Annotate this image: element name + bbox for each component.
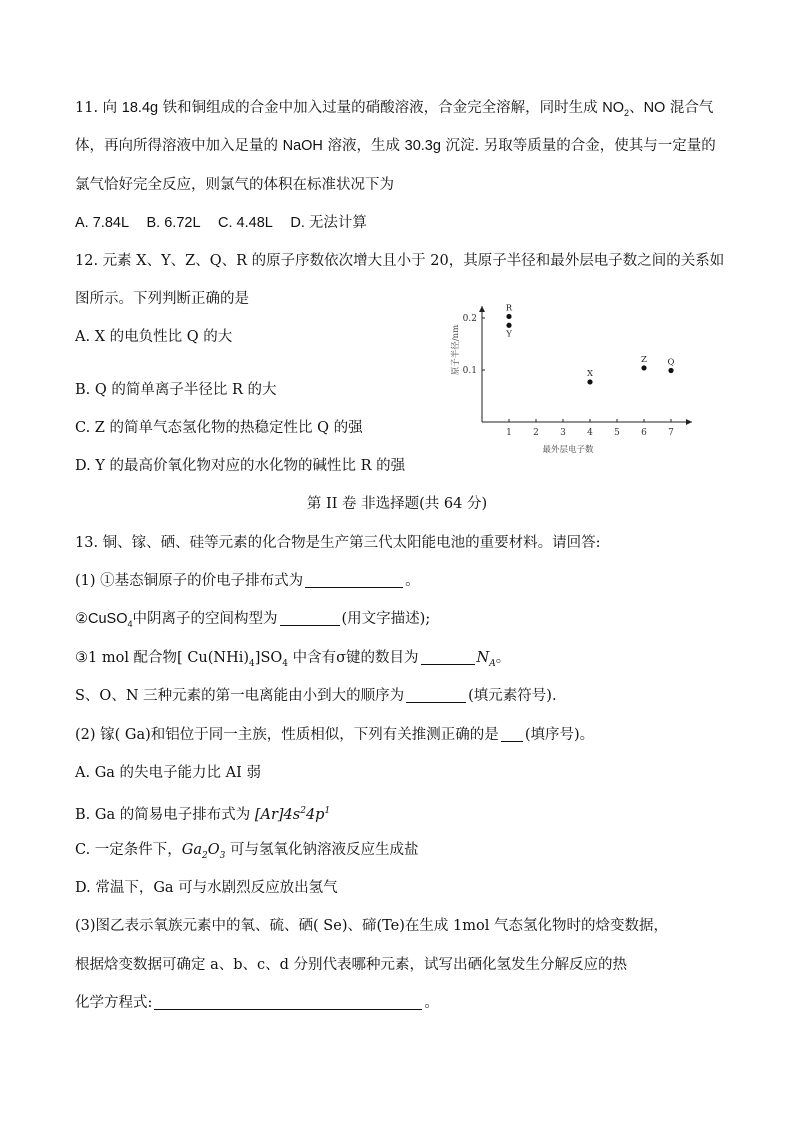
answer-blank[interactable] <box>280 611 340 626</box>
x-tick-label: 6 <box>641 428 647 438</box>
y-tick-label: 0.2 <box>462 314 477 324</box>
section-heading: 第 II 卷 非选择题(共 64 分) <box>306 496 488 512</box>
formula-no: NO <box>643 100 666 116</box>
electron-config: $[Ar]4s^24p^1$ <box>254 806 331 823</box>
q11-text: 沉淀. 另取等质量的合金，使其与一定量的 <box>440 138 716 154</box>
x-axis-label: 最外层电子数 <box>542 445 594 455</box>
x-tick-label: 4 <box>587 428 593 438</box>
q13-text: (1) ①基态铜原子的价电子排布式为 <box>75 573 304 589</box>
q11-line-3: 氯气恰好完全反应，则氯气的体积在标准状况下为 <box>75 177 394 193</box>
chart-points <box>505 303 674 384</box>
q11-line-2 <box>75 136 716 156</box>
data-label-x: X <box>586 368 594 379</box>
data-label-z: Z <box>641 354 647 365</box>
data-point-r <box>506 314 511 319</box>
q13-intro: 13. 铜、镓、硒、硅等元素的化合物是生产第三代太阳能电池的重要材料。请回答: <box>75 535 601 551</box>
q13-p2 <box>75 725 594 745</box>
answer-blank[interactable] <box>421 650 475 665</box>
q13-p1-1 <box>75 571 420 591</box>
q13-p3-3 <box>75 993 439 1013</box>
q12-line-2: 图所示。下列判断正确的是 <box>75 291 249 307</box>
answer-blank[interactable] <box>406 688 466 703</box>
q11-options <box>75 213 367 233</box>
data-label-r: R <box>505 303 513 314</box>
data-point-z <box>641 365 646 370</box>
y-tick-label: 0.1 <box>462 366 477 376</box>
q13-text: 可与氢氧化钠溶液反应生成盐 <box>225 842 419 858</box>
q13-text: 化学方程式: <box>75 995 153 1011</box>
x-tick-label: 3 <box>560 428 566 438</box>
q13-text: (用文字描述); <box>341 611 431 627</box>
q13-p1-4 <box>75 686 557 706</box>
option-d[interactable]: D. 无法计算 <box>290 215 367 231</box>
x-axis-arrow <box>686 419 692 425</box>
q12-line-1: 12. 元素 X、Y、Z、Q、R 的原子序数依次增大且小于 20，其原子半径和最外层电子数之间的关系如 <box>75 253 725 269</box>
q13-p1-2 <box>75 609 430 634</box>
data-label-q: Q <box>667 357 675 368</box>
q13-p3-2: 根据焓变数据可确定 a、b、c、d 分别代表哪种元素，试写出硒化氢发生分解反应的热 <box>75 957 628 973</box>
punct: 。 <box>495 650 511 666</box>
q13-text: 中阴离子的空间构型为 <box>132 611 278 627</box>
q13-text: (填元素符号). <box>468 688 557 704</box>
q13-p2-option-b[interactable] <box>75 801 330 825</box>
q12-option-c[interactable]: C. Z 的简单气态氢化物的热稳定性比 Q 的强 <box>75 420 363 436</box>
data-point-y <box>506 323 511 328</box>
x-tick-label: 7 <box>668 428 674 438</box>
formula-no2: $NO_2$ <box>602 100 630 118</box>
q13-text: 中含有σ键的数目为 <box>288 650 419 666</box>
precipitate-mass: 30.3g <box>404 138 441 154</box>
answer-blank[interactable] <box>305 573 403 588</box>
q13-p2-option-d[interactable]: D. 常温下，Ga 可与水剧烈反应放出氢气 <box>75 880 338 896</box>
q11-line-1 <box>75 98 713 123</box>
q13-text: ]SO <box>254 650 283 666</box>
q11-text: 铁和铜组成的合金中加入过量的硝酸溶液，合金完全溶解，同时生成 <box>158 100 603 116</box>
q12-option-b[interactable]: B. Q 的简单离子半径比 R 的大 <box>75 382 277 398</box>
q13-text: C. 一定条件下， <box>75 842 182 858</box>
q13-text: S、O、N 三种元素的第一电离能由小到大的顺序为 <box>75 688 405 704</box>
x-tick-label: 2 <box>533 428 539 438</box>
q12-option-a[interactable]: A. X 的电负性比 Q 的大 <box>75 329 233 345</box>
option-a[interactable]: A. 7.84L <box>75 215 129 231</box>
punct: 。 <box>405 573 420 589</box>
q13-text: ③1 mol 配合物[ Cu(NHi) <box>75 650 250 666</box>
q12-option-d[interactable]: D. Y 的最高价氧化物对应的水化物的碱性比 R 的强 <box>75 458 406 474</box>
circle-2: ② <box>75 611 88 627</box>
x-tick-label: 5 <box>614 428 620 438</box>
data-label-y: Y <box>506 329 512 340</box>
q13-p2-option-a[interactable]: A. Ga 的失电子能力比 AI 弱 <box>75 765 261 781</box>
punct: 、 <box>629 100 644 116</box>
answer-blank[interactable] <box>501 727 523 742</box>
q13-p1-3 <box>75 648 510 674</box>
q11-text: 溶液，生成 <box>322 138 405 154</box>
q13-p2-option-c[interactable] <box>75 840 419 866</box>
q11-text: 混合气 <box>665 100 714 116</box>
y-axis-label: 原子半径/nm <box>451 324 461 376</box>
scatter-chart <box>430 300 700 460</box>
x-tick-label: 1 <box>506 428 512 438</box>
answer-blank[interactable] <box>154 995 422 1010</box>
q11-text: 体，再向所得溶液中加入足量的 <box>75 138 283 154</box>
option-c[interactable]: C. 4.48L <box>218 215 273 231</box>
option-b[interactable]: B. 6.72L <box>146 215 200 231</box>
formula-ga2o3: $Ga_2O_3$ <box>181 842 226 861</box>
q11-text: 11. 向 <box>75 100 122 116</box>
formula-naoh: NaOH <box>282 138 323 154</box>
formula-cuso4: CuSO$_4$ <box>88 611 133 629</box>
subscript: 4 <box>282 658 288 669</box>
punct: 。 <box>424 995 439 1011</box>
data-point-x <box>587 379 592 384</box>
chart-ticks <box>463 314 674 438</box>
alloy-mass: 18.4g <box>121 100 159 116</box>
q13-text: (2) 镓( Ga)和铝位于同一主族，性质相似，下列有关推测正确的是 <box>75 727 499 743</box>
y-axis-arrow <box>479 306 485 312</box>
avogadro-symbol: $N_A$ <box>476 650 496 669</box>
subscript: 4 <box>249 658 255 669</box>
data-point-q <box>668 368 673 373</box>
q13-text: B. Ga 的简易电子排布式为 <box>75 806 255 823</box>
q13-p3-1: (3)图乙表示氧族元素中的氧、硫、硒( Se)、碲(Te)在生成 1mol 气态氢化物时的焓变数据， <box>75 918 668 934</box>
q13-text: (填序号)。 <box>524 727 595 743</box>
